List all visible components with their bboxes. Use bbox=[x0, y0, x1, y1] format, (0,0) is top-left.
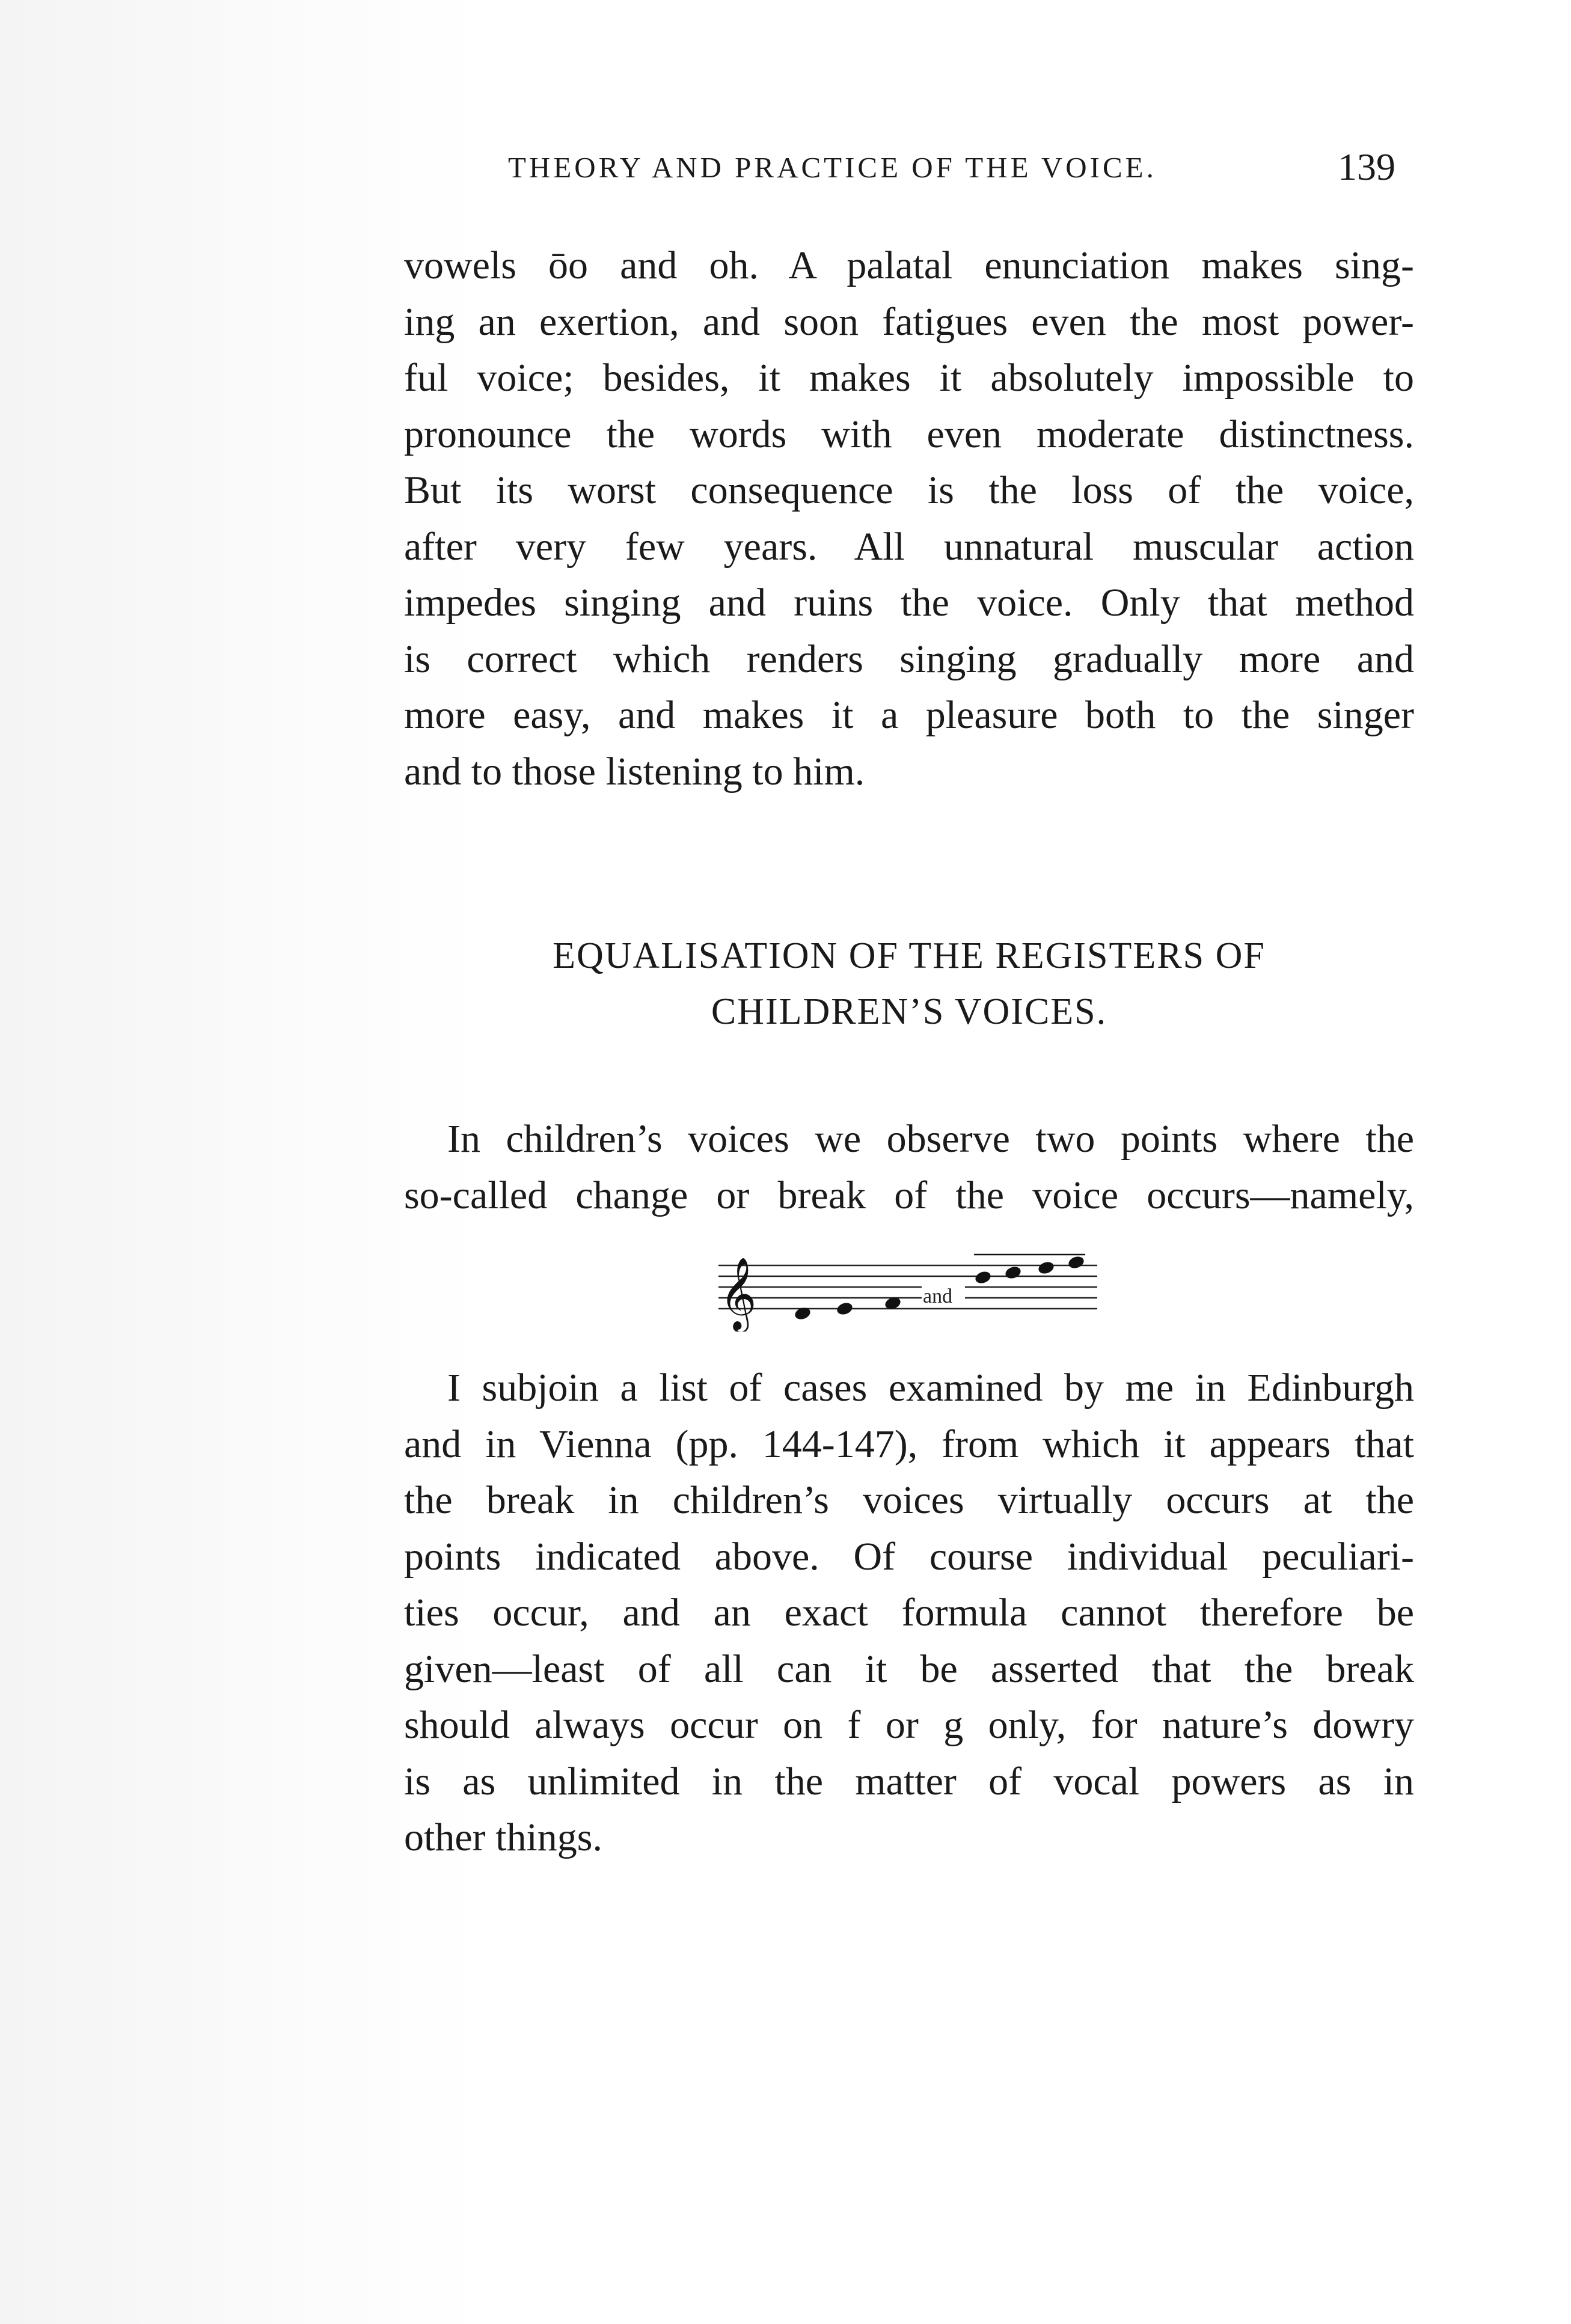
notes-second-group bbox=[974, 1255, 1086, 1285]
note-head bbox=[1004, 1265, 1023, 1280]
text-line: is as unlimited in the matter of vocal powers as in bbox=[404, 1759, 1414, 1803]
text-line: so-called change or break of the voice occurs—namely, bbox=[404, 1173, 1414, 1217]
text-line: should always occur on f or g only, for nature’s dowry bbox=[404, 1703, 1414, 1747]
text-line: I subjoin a list of cases examined by me in Edinburgh bbox=[447, 1366, 1414, 1410]
text-line: and to those listening to him. bbox=[404, 749, 865, 794]
text-line: after very few years. All unnatural muscular action bbox=[404, 524, 1414, 569]
page-number: 139 bbox=[1338, 145, 1395, 188]
text-line: vowels ōo and oh. A palatal enunciation makes sing- bbox=[404, 243, 1414, 287]
treble-clef-icon: 𝄞 bbox=[720, 1256, 757, 1330]
section-title bbox=[404, 935, 1414, 1047]
note-head bbox=[1037, 1260, 1056, 1276]
text-line: given—least of all can it be asserted that the break bbox=[404, 1647, 1414, 1691]
music-staff bbox=[718, 1247, 1103, 1332]
paragraph-1 bbox=[404, 237, 1414, 800]
text-line: and in Vienna (pp. 144-147), from which it appears that bbox=[404, 1422, 1414, 1466]
text-line: is correct which renders singing gradually more and bbox=[404, 637, 1414, 681]
running-head: THEORY AND PRACTICE OF THE VOICE. bbox=[508, 151, 1157, 184]
note-head bbox=[974, 1270, 993, 1285]
text-line: ful voice; besides, it makes it absolutely impossible to bbox=[404, 356, 1414, 400]
text-line: pronounce the words with even moderate distinctness. bbox=[404, 412, 1414, 456]
text-line: points indicated above. Of course individual peculiari- bbox=[404, 1534, 1414, 1579]
text-line: other things. bbox=[404, 1815, 602, 1859]
paragraph-3 bbox=[404, 1360, 1414, 1866]
text-line: more easy, and makes it a pleasure both to the singer bbox=[404, 693, 1414, 737]
text-line: impedes singing and ruins the voice. Only that method bbox=[404, 581, 1414, 625]
text-line: the break in children’s voices virtually occurs at the bbox=[404, 1478, 1414, 1522]
notes-first-group bbox=[794, 1295, 902, 1332]
note-head bbox=[836, 1301, 854, 1316]
section-title-line-1: EQUALISATION OF THE REGISTERS OF bbox=[553, 935, 1266, 976]
text-line: ties occur, and an exact formula cannot therefore be bbox=[404, 1591, 1414, 1634]
text-line: ing an exertion, and soon fatigues even the most power- bbox=[404, 299, 1414, 344]
note-head bbox=[1067, 1255, 1086, 1270]
section-title-line-2: CHILDREN’S VOICES. bbox=[711, 991, 1107, 1032]
paragraph-2 bbox=[404, 1111, 1414, 1223]
text-line: But its worst consequence is the loss of the voice, bbox=[404, 468, 1414, 512]
music-example bbox=[718, 1247, 1103, 1332]
text-line: In children’s voices we observe two points where the bbox=[447, 1117, 1414, 1161]
connector-text: and bbox=[923, 1285, 953, 1307]
